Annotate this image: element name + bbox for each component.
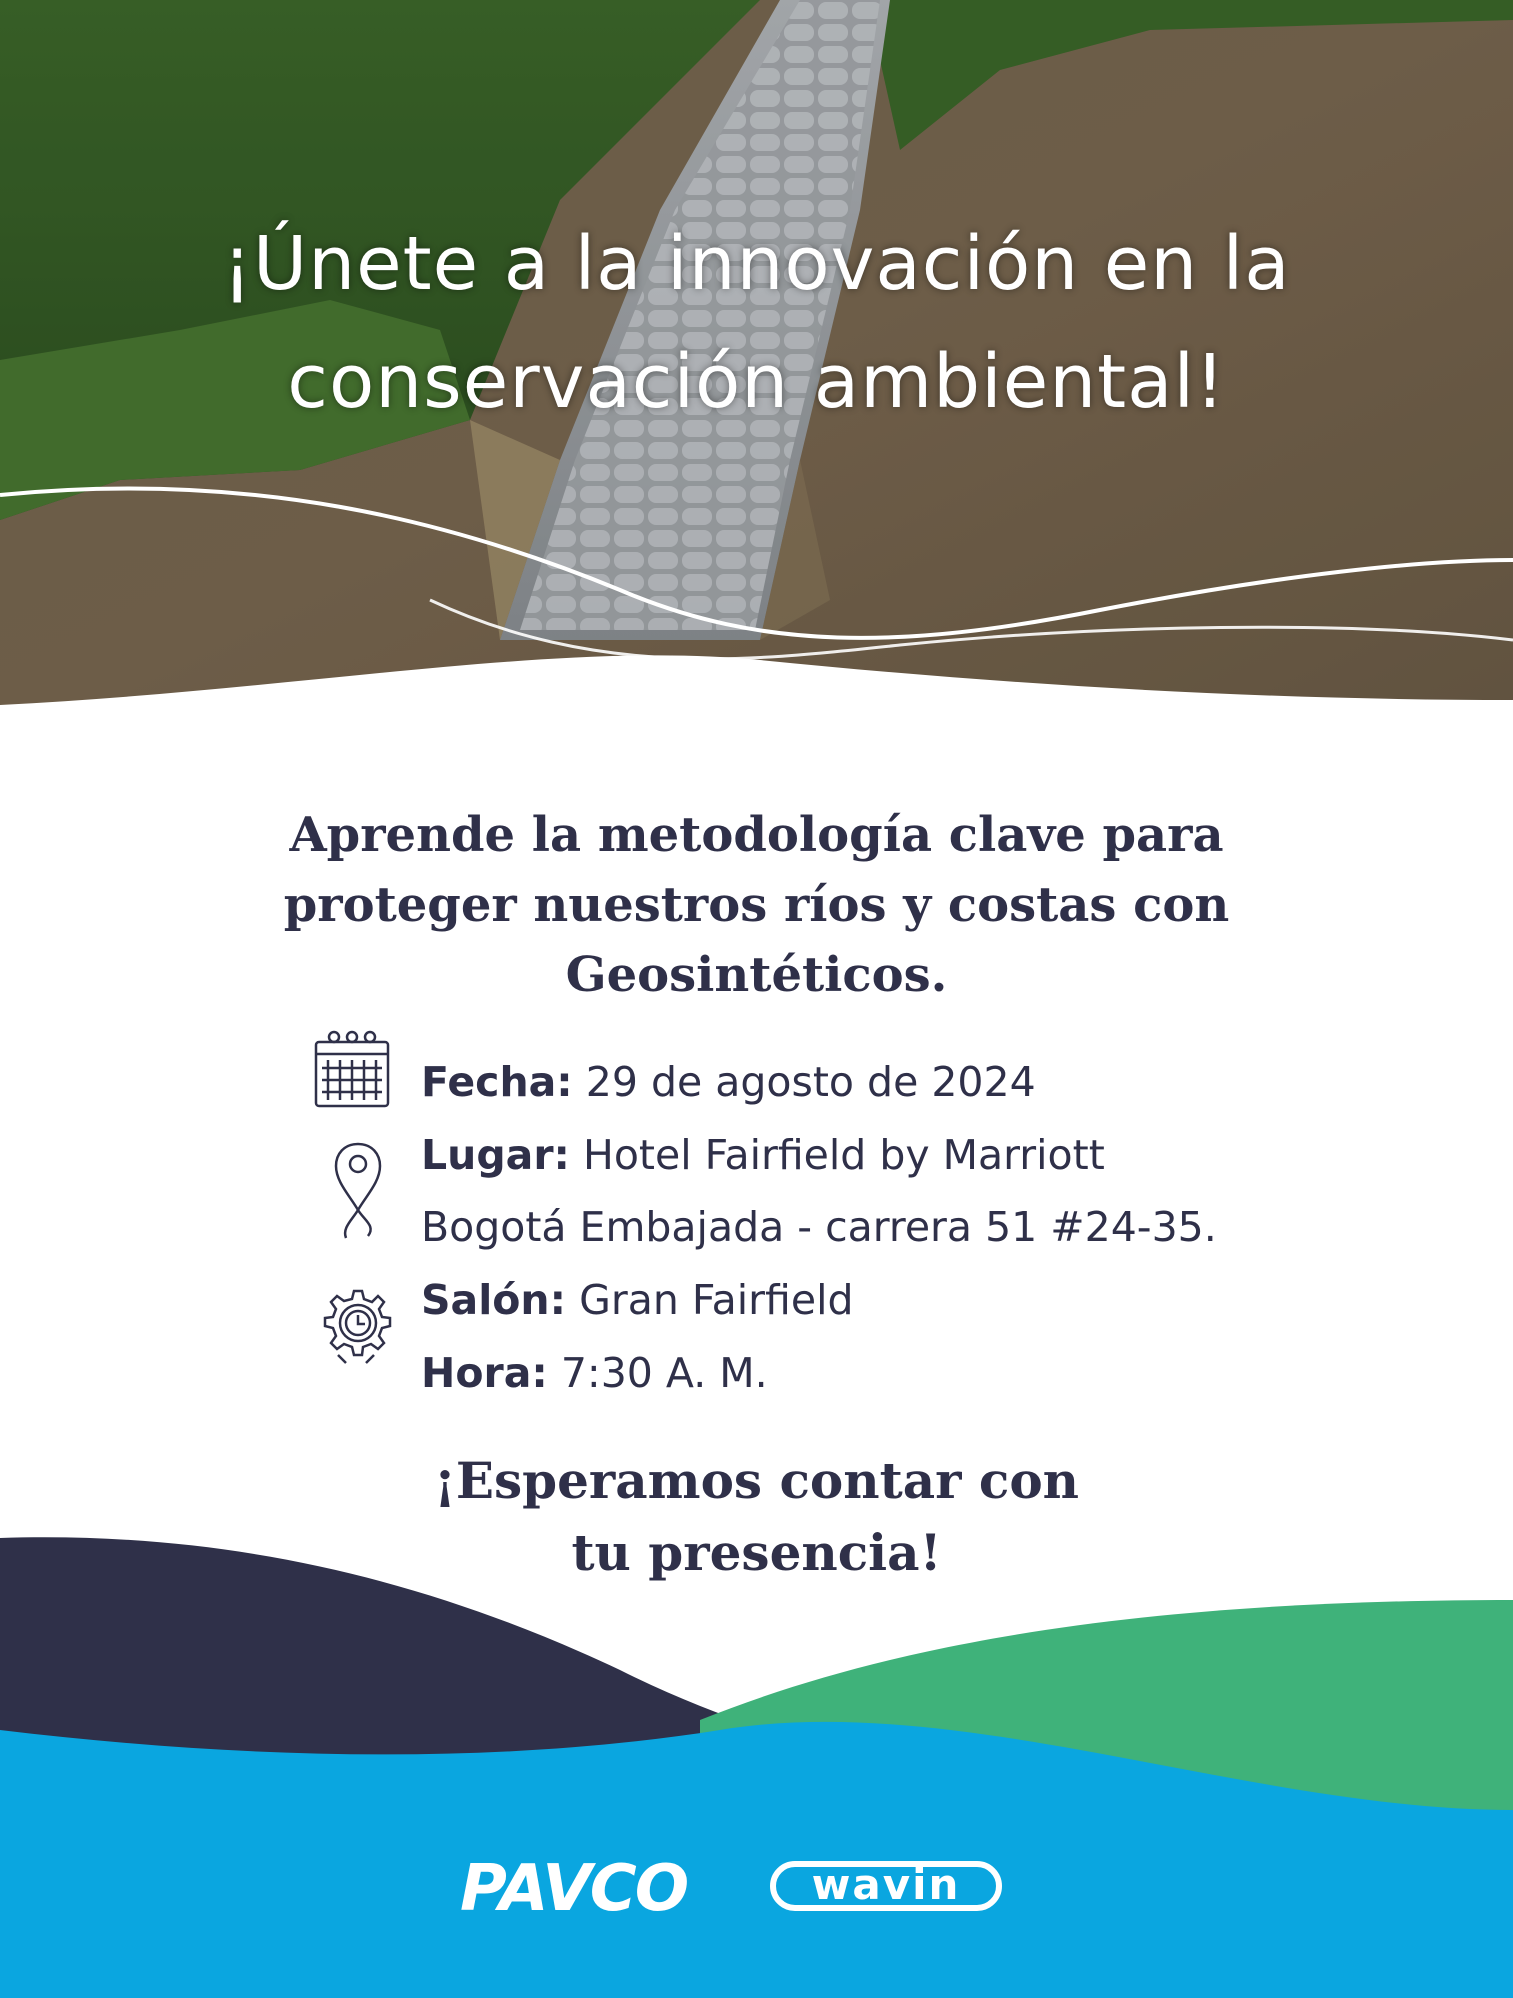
date-label: Fecha: xyxy=(421,1058,573,1106)
hero-title-line1: ¡Únete a la innovación en la xyxy=(222,221,1291,307)
headline-line3: Geosintéticos. xyxy=(565,947,948,1003)
room-label: Salón: xyxy=(421,1276,567,1324)
closing-line1: ¡Esperamos contar con xyxy=(433,1451,1080,1510)
headline-line2: proteger nuestros ríos y costas con xyxy=(283,877,1230,933)
location-pin-icon xyxy=(332,1140,384,1244)
footer-waves xyxy=(0,1530,1513,1998)
date-line xyxy=(421,1058,1036,1106)
date-value: 29 de agosto de 2024 xyxy=(585,1058,1036,1106)
logo-wavin: wavin xyxy=(770,1861,1002,1911)
place-line-2 xyxy=(421,1203,1217,1251)
brand-logo xyxy=(460,1852,1020,1926)
hero-title-line2: conservación ambiental! xyxy=(287,339,1226,425)
headline xyxy=(0,800,1513,1010)
room-value: Gran Fairfield xyxy=(579,1276,854,1324)
room-line xyxy=(421,1276,854,1324)
time-value: 7:30 A. M. xyxy=(560,1349,768,1397)
calendar-icon xyxy=(312,1028,394,1110)
logo-pavco: PAVCO xyxy=(460,1852,688,1926)
closing-line2: tu presencia! xyxy=(571,1523,942,1582)
place-value-line2: Bogotá Embajada - carrera 51 #24-35. xyxy=(421,1203,1217,1251)
place-label: Lugar: xyxy=(421,1131,570,1179)
place-value-line1: Hotel Fairfield by Marriott xyxy=(583,1131,1105,1179)
place-line-1 xyxy=(421,1131,1105,1179)
hero-title xyxy=(0,205,1513,441)
headline-line1: Aprende la metodología clave para xyxy=(289,807,1224,863)
clock-gear-icon xyxy=(316,1285,396,1369)
time-label: Hora: xyxy=(421,1349,548,1397)
time-line xyxy=(421,1349,768,1397)
